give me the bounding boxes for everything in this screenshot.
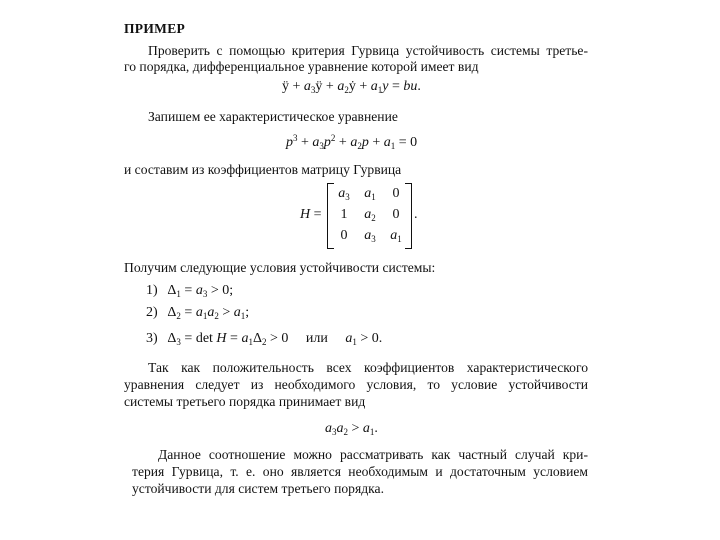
- condition-1: 1) $\Delta_1 = a_3 > 0$;: [146, 283, 234, 299]
- eq-end: .: [417, 79, 421, 94]
- matrix-eq: =: [313, 207, 322, 222]
- eq-a3: a: [303, 79, 311, 94]
- ce-p2: p: [323, 135, 331, 150]
- eq-plus-3: +: [359, 79, 368, 94]
- eq-y3: ÿ: [282, 79, 289, 94]
- matrix-H: H: [300, 207, 311, 222]
- eq-a1-sub: 1: [377, 85, 383, 95]
- ce-a1-sub: 1: [390, 141, 396, 151]
- matrix-cell: $a_3$: [364, 228, 376, 244]
- eq-plus-1: +: [292, 79, 301, 94]
- matrix-cell: 1: [340, 207, 348, 222]
- matrix-end: .: [414, 207, 418, 222]
- ce-a3: a: [312, 135, 320, 150]
- matrix-cell: 0: [392, 186, 400, 201]
- closing-line-3: устойчивости для систем третьего порядка.: [132, 481, 384, 496]
- ce-p2-exp: 2: [330, 133, 336, 143]
- char-intro: Запишем ее характеристическое уравнение: [148, 109, 398, 124]
- eq-a3-sub: 3: [310, 85, 316, 95]
- eq-rhs: bu: [403, 79, 418, 94]
- intro-line-2: го порядка, дифференциальное уравнение которой имеет вид: [124, 59, 479, 74]
- ce-plus-3: +: [372, 135, 381, 150]
- eq-equals: =: [391, 79, 400, 94]
- eq-y1: ẏ: [348, 79, 356, 94]
- matrix-cell: 0: [340, 228, 348, 243]
- matrix-cell: $a_2$: [364, 207, 376, 223]
- example-title: ПРИМЕР: [124, 21, 186, 36]
- condition-2: 2) $\Delta_2 = a_1a_2 > a_1$;: [146, 305, 250, 321]
- matrix-cell: $a_3$: [338, 186, 350, 202]
- eq-y0: y: [382, 79, 389, 94]
- conditions-intro: Получим следующие условия устойчивости системы:: [124, 260, 436, 275]
- ce-a3-sub: 3: [319, 141, 324, 151]
- ce-p3: p: [286, 135, 293, 150]
- ce-p3-exp: 3: [293, 133, 298, 143]
- final-inequality: $a_3a_2 > a_1$.: [325, 421, 378, 437]
- closing-line-2: терия Гурвица, т. е. оно является необходимым и достаточным условием: [132, 464, 588, 479]
- para-line-2: уравнения следует из необходимого условия, то условие устойчивости: [124, 377, 588, 392]
- condition-3: 3) $\Delta_3 = \det H = a_1\Delta_2 > 0$ или $a_1 > 0$.: [146, 331, 383, 347]
- ce-a2: a: [350, 135, 358, 150]
- closing-line-1: Данное соотношение можно рассматривать как частный случай кри-: [158, 447, 588, 462]
- eq-a2: a: [337, 79, 345, 94]
- eq-a1: a: [370, 79, 378, 94]
- ce-a1: a: [383, 135, 391, 150]
- matrix-cell: $a_1$: [390, 228, 402, 244]
- ce-plus-2: +: [338, 135, 347, 150]
- eq-y2: ÿ: [315, 79, 323, 94]
- matrix-intro: и составим из коэффициентов матрицу Гурвица: [124, 162, 402, 177]
- eq-plus-2: +: [325, 79, 334, 94]
- matrix-cell: $a_1$: [364, 186, 376, 202]
- ce-plus-1: +: [301, 135, 309, 150]
- ce-eq-zero: = 0: [398, 135, 418, 150]
- intro-line-1: Проверить с помощью критерия Гурвица устойчивость системы третье-: [148, 43, 588, 58]
- matrix-cell: 0: [392, 207, 400, 222]
- para-line-1: Так как положительность всех коэффициентов характеристического: [148, 360, 588, 375]
- eq-a2-sub: 2: [344, 85, 349, 95]
- hurwitz-matrix: [327, 183, 412, 247]
- differential-equation: [282, 79, 421, 95]
- ce-p1: p: [361, 135, 369, 150]
- characteristic-equation: [286, 135, 417, 151]
- para-line-3: системы третьего порядка принимает вид: [124, 394, 366, 409]
- matrix-label: [300, 207, 322, 223]
- ce-a2-sub: 2: [357, 141, 362, 151]
